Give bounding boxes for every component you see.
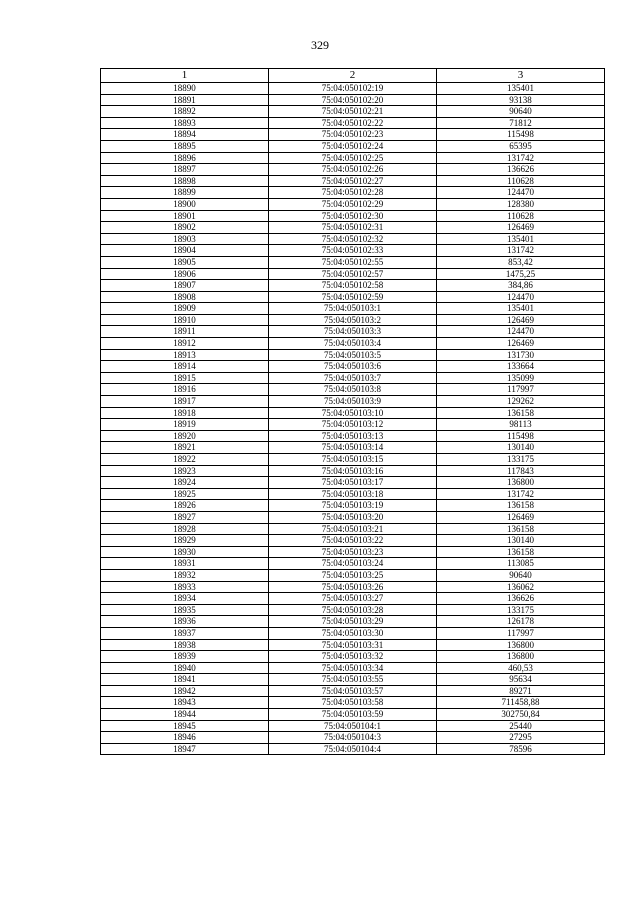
value-cell: 131742 (437, 245, 605, 257)
table-row (101, 222, 605, 234)
value-cell: 130140 (437, 442, 605, 454)
value-cell: 133175 (437, 604, 605, 616)
row-number-cell: 18925 (101, 488, 269, 500)
cadastral-number-cell: 75:04:050102:19 (269, 83, 437, 95)
row-number-cell: 18922 (101, 454, 269, 466)
row-number-cell: 18943 (101, 697, 269, 709)
table-row (101, 338, 605, 350)
row-number-cell: 18890 (101, 83, 269, 95)
cadastral-number-cell: 75:04:050102:55 (269, 256, 437, 268)
value-cell: 124470 (437, 326, 605, 338)
value-cell: 136158 (437, 523, 605, 535)
table-row (101, 709, 605, 721)
row-number-cell: 18909 (101, 303, 269, 315)
cadastral-number-cell: 75:04:050103:57 (269, 685, 437, 697)
table-row (101, 546, 605, 558)
cadastral-number-cell: 75:04:050103:8 (269, 384, 437, 396)
value-cell: 98113 (437, 419, 605, 431)
cadastral-number-cell: 75:04:050103:17 (269, 477, 437, 489)
row-number-cell: 18902 (101, 222, 269, 234)
table-row (101, 280, 605, 292)
value-cell: 136626 (437, 164, 605, 176)
cadastral-number-cell: 75:04:050102:22 (269, 117, 437, 129)
cadastral-number-cell: 75:04:050104:3 (269, 732, 437, 744)
table-row (101, 604, 605, 616)
table-row (101, 500, 605, 512)
table-row (101, 94, 605, 106)
cadastral-number-cell: 75:04:050102:31 (269, 222, 437, 234)
row-number-cell: 18941 (101, 674, 269, 686)
row-number-cell: 18931 (101, 558, 269, 570)
cadastral-number-cell: 75:04:050103:29 (269, 616, 437, 628)
value-cell: 117997 (437, 627, 605, 639)
value-cell: 460,53 (437, 662, 605, 674)
table-row (101, 129, 605, 141)
page-number: 329 (311, 38, 329, 52)
row-number-cell: 18921 (101, 442, 269, 454)
value-cell: 128380 (437, 198, 605, 210)
cadastral-number-cell: 75:04:050102:23 (269, 129, 437, 141)
cadastral-number-cell: 75:04:050103:28 (269, 604, 437, 616)
row-number-cell: 18915 (101, 372, 269, 384)
cadastral-number-cell: 75:04:050103:13 (269, 430, 437, 442)
row-number-cell: 18918 (101, 407, 269, 419)
table-row (101, 210, 605, 222)
table-row (101, 454, 605, 466)
cadastral-number-cell: 75:04:050102:32 (269, 233, 437, 245)
row-number-cell: 18903 (101, 233, 269, 245)
cadastral-number-cell: 75:04:050102:33 (269, 245, 437, 257)
value-cell: 384,86 (437, 280, 605, 292)
row-number-cell: 18942 (101, 685, 269, 697)
table-row (101, 477, 605, 489)
cadastral-number-cell: 75:04:050103:26 (269, 581, 437, 593)
value-cell: 130140 (437, 535, 605, 547)
row-number-cell: 18927 (101, 511, 269, 523)
value-cell: 25440 (437, 720, 605, 732)
row-number-cell: 18910 (101, 314, 269, 326)
row-number-cell: 18906 (101, 268, 269, 280)
column-header-1: 1 (101, 69, 269, 83)
value-cell: 131730 (437, 349, 605, 361)
value-cell: 71812 (437, 117, 605, 129)
table-row (101, 268, 605, 280)
table-row (101, 256, 605, 268)
row-number-cell: 18904 (101, 245, 269, 257)
table-row (101, 662, 605, 674)
cadastral-number-cell: 75:04:050103:20 (269, 511, 437, 523)
table-row (101, 198, 605, 210)
table-row (101, 535, 605, 547)
row-number-cell: 18899 (101, 187, 269, 199)
table-row (101, 83, 605, 95)
value-cell: 136158 (437, 500, 605, 512)
cadastral-number-cell: 75:04:050103:10 (269, 407, 437, 419)
column-header-2: 2 (269, 69, 437, 83)
cadastral-number-cell: 75:04:050103:14 (269, 442, 437, 454)
table-row (101, 326, 605, 338)
table-row (101, 558, 605, 570)
value-cell: 126178 (437, 616, 605, 628)
table-row (101, 697, 605, 709)
table-row (101, 291, 605, 303)
value-cell: 136626 (437, 593, 605, 605)
value-cell: 126469 (437, 511, 605, 523)
row-number-cell: 18891 (101, 94, 269, 106)
cadastral-number-cell: 75:04:050103:5 (269, 349, 437, 361)
table-header-row (101, 69, 605, 83)
value-cell: 117997 (437, 384, 605, 396)
cadastral-number-cell: 75:04:050102:25 (269, 152, 437, 164)
row-number-cell: 18944 (101, 709, 269, 721)
value-cell: 135401 (437, 303, 605, 315)
cadastral-number-cell: 75:04:050103:6 (269, 361, 437, 373)
value-cell: 136158 (437, 546, 605, 558)
cadastral-number-cell: 75:04:050102:58 (269, 280, 437, 292)
cadastral-number-cell: 75:04:050103:3 (269, 326, 437, 338)
cadastral-number-cell: 75:04:050103:19 (269, 500, 437, 512)
value-cell: 136800 (437, 477, 605, 489)
value-cell: 133664 (437, 361, 605, 373)
cadastral-number-cell: 75:04:050103:2 (269, 314, 437, 326)
cadastral-number-cell: 75:04:050102:28 (269, 187, 437, 199)
cadastral-number-cell: 75:04:050103:34 (269, 662, 437, 674)
row-number-cell: 18897 (101, 164, 269, 176)
row-number-cell: 18913 (101, 349, 269, 361)
table-row (101, 106, 605, 118)
cadastral-number-cell: 75:04:050102:26 (269, 164, 437, 176)
cadastral-number-cell: 75:04:050103:7 (269, 372, 437, 384)
value-cell: 135401 (437, 83, 605, 95)
value-cell: 65395 (437, 140, 605, 152)
value-cell: 89271 (437, 685, 605, 697)
cadastral-number-cell: 75:04:050103:21 (269, 523, 437, 535)
cadastral-number-cell: 75:04:050103:12 (269, 419, 437, 431)
data-table (100, 68, 605, 755)
row-number-cell: 18917 (101, 396, 269, 408)
table-row (101, 187, 605, 199)
table-row (101, 720, 605, 732)
cadastral-number-cell: 75:04:050102:27 (269, 175, 437, 187)
value-cell: 126469 (437, 314, 605, 326)
row-number-cell: 18923 (101, 465, 269, 477)
row-number-cell: 18936 (101, 616, 269, 628)
value-cell: 124470 (437, 187, 605, 199)
row-number-cell: 18911 (101, 326, 269, 338)
table-row (101, 651, 605, 663)
row-number-cell: 18937 (101, 627, 269, 639)
table-row (101, 372, 605, 384)
cadastral-number-cell: 75:04:050103:18 (269, 488, 437, 500)
table-row (101, 465, 605, 477)
table-row (101, 488, 605, 500)
table-row (101, 396, 605, 408)
cadastral-number-cell: 75:04:050103:25 (269, 569, 437, 581)
value-cell: 27295 (437, 732, 605, 744)
table-row (101, 361, 605, 373)
cadastral-number-cell: 75:04:050102:59 (269, 291, 437, 303)
value-cell: 126469 (437, 222, 605, 234)
row-number-cell: 18946 (101, 732, 269, 744)
table-row (101, 175, 605, 187)
value-cell: 131742 (437, 488, 605, 500)
table-row (101, 616, 605, 628)
value-cell: 126469 (437, 338, 605, 350)
cadastral-number-cell: 75:04:050103:1 (269, 303, 437, 315)
value-cell: 136062 (437, 581, 605, 593)
row-number-cell: 18896 (101, 152, 269, 164)
table-row (101, 117, 605, 129)
value-cell: 133175 (437, 454, 605, 466)
table-row (101, 442, 605, 454)
row-number-cell: 18940 (101, 662, 269, 674)
table-row (101, 419, 605, 431)
value-cell: 1475,25 (437, 268, 605, 280)
value-cell: 95634 (437, 674, 605, 686)
row-number-cell: 18898 (101, 175, 269, 187)
table-row (101, 685, 605, 697)
cadastral-number-cell: 75:04:050103:59 (269, 709, 437, 721)
table-row (101, 314, 605, 326)
cadastral-number-cell: 75:04:050103:55 (269, 674, 437, 686)
value-cell: 711458,88 (437, 697, 605, 709)
value-cell: 93138 (437, 94, 605, 106)
row-number-cell: 18928 (101, 523, 269, 535)
value-cell: 110628 (437, 175, 605, 187)
cadastral-number-cell: 75:04:050103:9 (269, 396, 437, 408)
cadastral-number-cell: 75:04:050103:32 (269, 651, 437, 663)
value-cell: 136158 (437, 407, 605, 419)
value-cell: 302750,84 (437, 709, 605, 721)
value-cell: 90640 (437, 106, 605, 118)
value-cell: 115498 (437, 129, 605, 141)
row-number-cell: 18932 (101, 569, 269, 581)
table-row (101, 384, 605, 396)
value-cell: 136800 (437, 639, 605, 651)
row-number-cell: 18926 (101, 500, 269, 512)
cadastral-number-cell: 75:04:050104:1 (269, 720, 437, 732)
cadastral-number-cell: 75:04:050102:57 (269, 268, 437, 280)
cadastral-number-cell: 75:04:050103:16 (269, 465, 437, 477)
value-cell: 135099 (437, 372, 605, 384)
row-number-cell: 18901 (101, 210, 269, 222)
row-number-cell: 18935 (101, 604, 269, 616)
value-cell: 129262 (437, 396, 605, 408)
table-row (101, 233, 605, 245)
row-number-cell: 18945 (101, 720, 269, 732)
row-number-cell: 18894 (101, 129, 269, 141)
cadastral-number-cell: 75:04:050102:21 (269, 106, 437, 118)
value-cell: 110628 (437, 210, 605, 222)
cadastral-number-cell: 75:04:050102:29 (269, 198, 437, 210)
table-row (101, 140, 605, 152)
table-row (101, 674, 605, 686)
table-row (101, 430, 605, 442)
row-number-cell: 18893 (101, 117, 269, 129)
cadastral-number-cell: 75:04:050103:30 (269, 627, 437, 639)
row-number-cell: 18900 (101, 198, 269, 210)
row-number-cell: 18933 (101, 581, 269, 593)
cadastral-number-cell: 75:04:050102:24 (269, 140, 437, 152)
table-row (101, 511, 605, 523)
value-cell: 78596 (437, 743, 605, 755)
value-cell: 136800 (437, 651, 605, 663)
table-row (101, 581, 605, 593)
cadastral-number-cell: 75:04:050103:31 (269, 639, 437, 651)
table-row (101, 349, 605, 361)
cadastral-number-cell: 75:04:050103:15 (269, 454, 437, 466)
row-number-cell: 18939 (101, 651, 269, 663)
row-number-cell: 18920 (101, 430, 269, 442)
table-row (101, 639, 605, 651)
row-number-cell: 18934 (101, 593, 269, 605)
row-number-cell: 18916 (101, 384, 269, 396)
table-row (101, 569, 605, 581)
row-number-cell: 18895 (101, 140, 269, 152)
table-row (101, 164, 605, 176)
value-cell: 135401 (437, 233, 605, 245)
value-cell: 131742 (437, 152, 605, 164)
value-cell: 113085 (437, 558, 605, 570)
cadastral-number-cell: 75:04:050103:4 (269, 338, 437, 350)
column-header-3: 3 (437, 69, 605, 83)
row-number-cell: 18924 (101, 477, 269, 489)
table-body (101, 83, 605, 755)
table-row (101, 152, 605, 164)
value-cell: 124470 (437, 291, 605, 303)
row-number-cell: 18914 (101, 361, 269, 373)
row-number-cell: 18919 (101, 419, 269, 431)
value-cell: 853,42 (437, 256, 605, 268)
value-cell: 117843 (437, 465, 605, 477)
cadastral-number-cell: 75:04:050103:22 (269, 535, 437, 547)
table-row (101, 245, 605, 257)
table-row (101, 743, 605, 755)
row-number-cell: 18930 (101, 546, 269, 558)
row-number-cell: 18912 (101, 338, 269, 350)
row-number-cell: 18908 (101, 291, 269, 303)
row-number-cell: 18929 (101, 535, 269, 547)
table-row (101, 627, 605, 639)
cadastral-number-cell: 75:04:050103:27 (269, 593, 437, 605)
row-number-cell: 18938 (101, 639, 269, 651)
row-number-cell: 18905 (101, 256, 269, 268)
table-row (101, 523, 605, 535)
row-number-cell: 18892 (101, 106, 269, 118)
cadastral-number-cell: 75:04:050103:24 (269, 558, 437, 570)
table-row (101, 732, 605, 744)
cadastral-number-cell: 75:04:050103:23 (269, 546, 437, 558)
table-row (101, 593, 605, 605)
row-number-cell: 18947 (101, 743, 269, 755)
value-cell: 90640 (437, 569, 605, 581)
table-row (101, 303, 605, 315)
cadastral-number-cell: 75:04:050104:4 (269, 743, 437, 755)
table-row (101, 407, 605, 419)
value-cell: 115498 (437, 430, 605, 442)
cadastral-number-cell: 75:04:050102:30 (269, 210, 437, 222)
cadastral-number-cell: 75:04:050103:58 (269, 697, 437, 709)
row-number-cell: 18907 (101, 280, 269, 292)
cadastral-number-cell: 75:04:050102:20 (269, 94, 437, 106)
